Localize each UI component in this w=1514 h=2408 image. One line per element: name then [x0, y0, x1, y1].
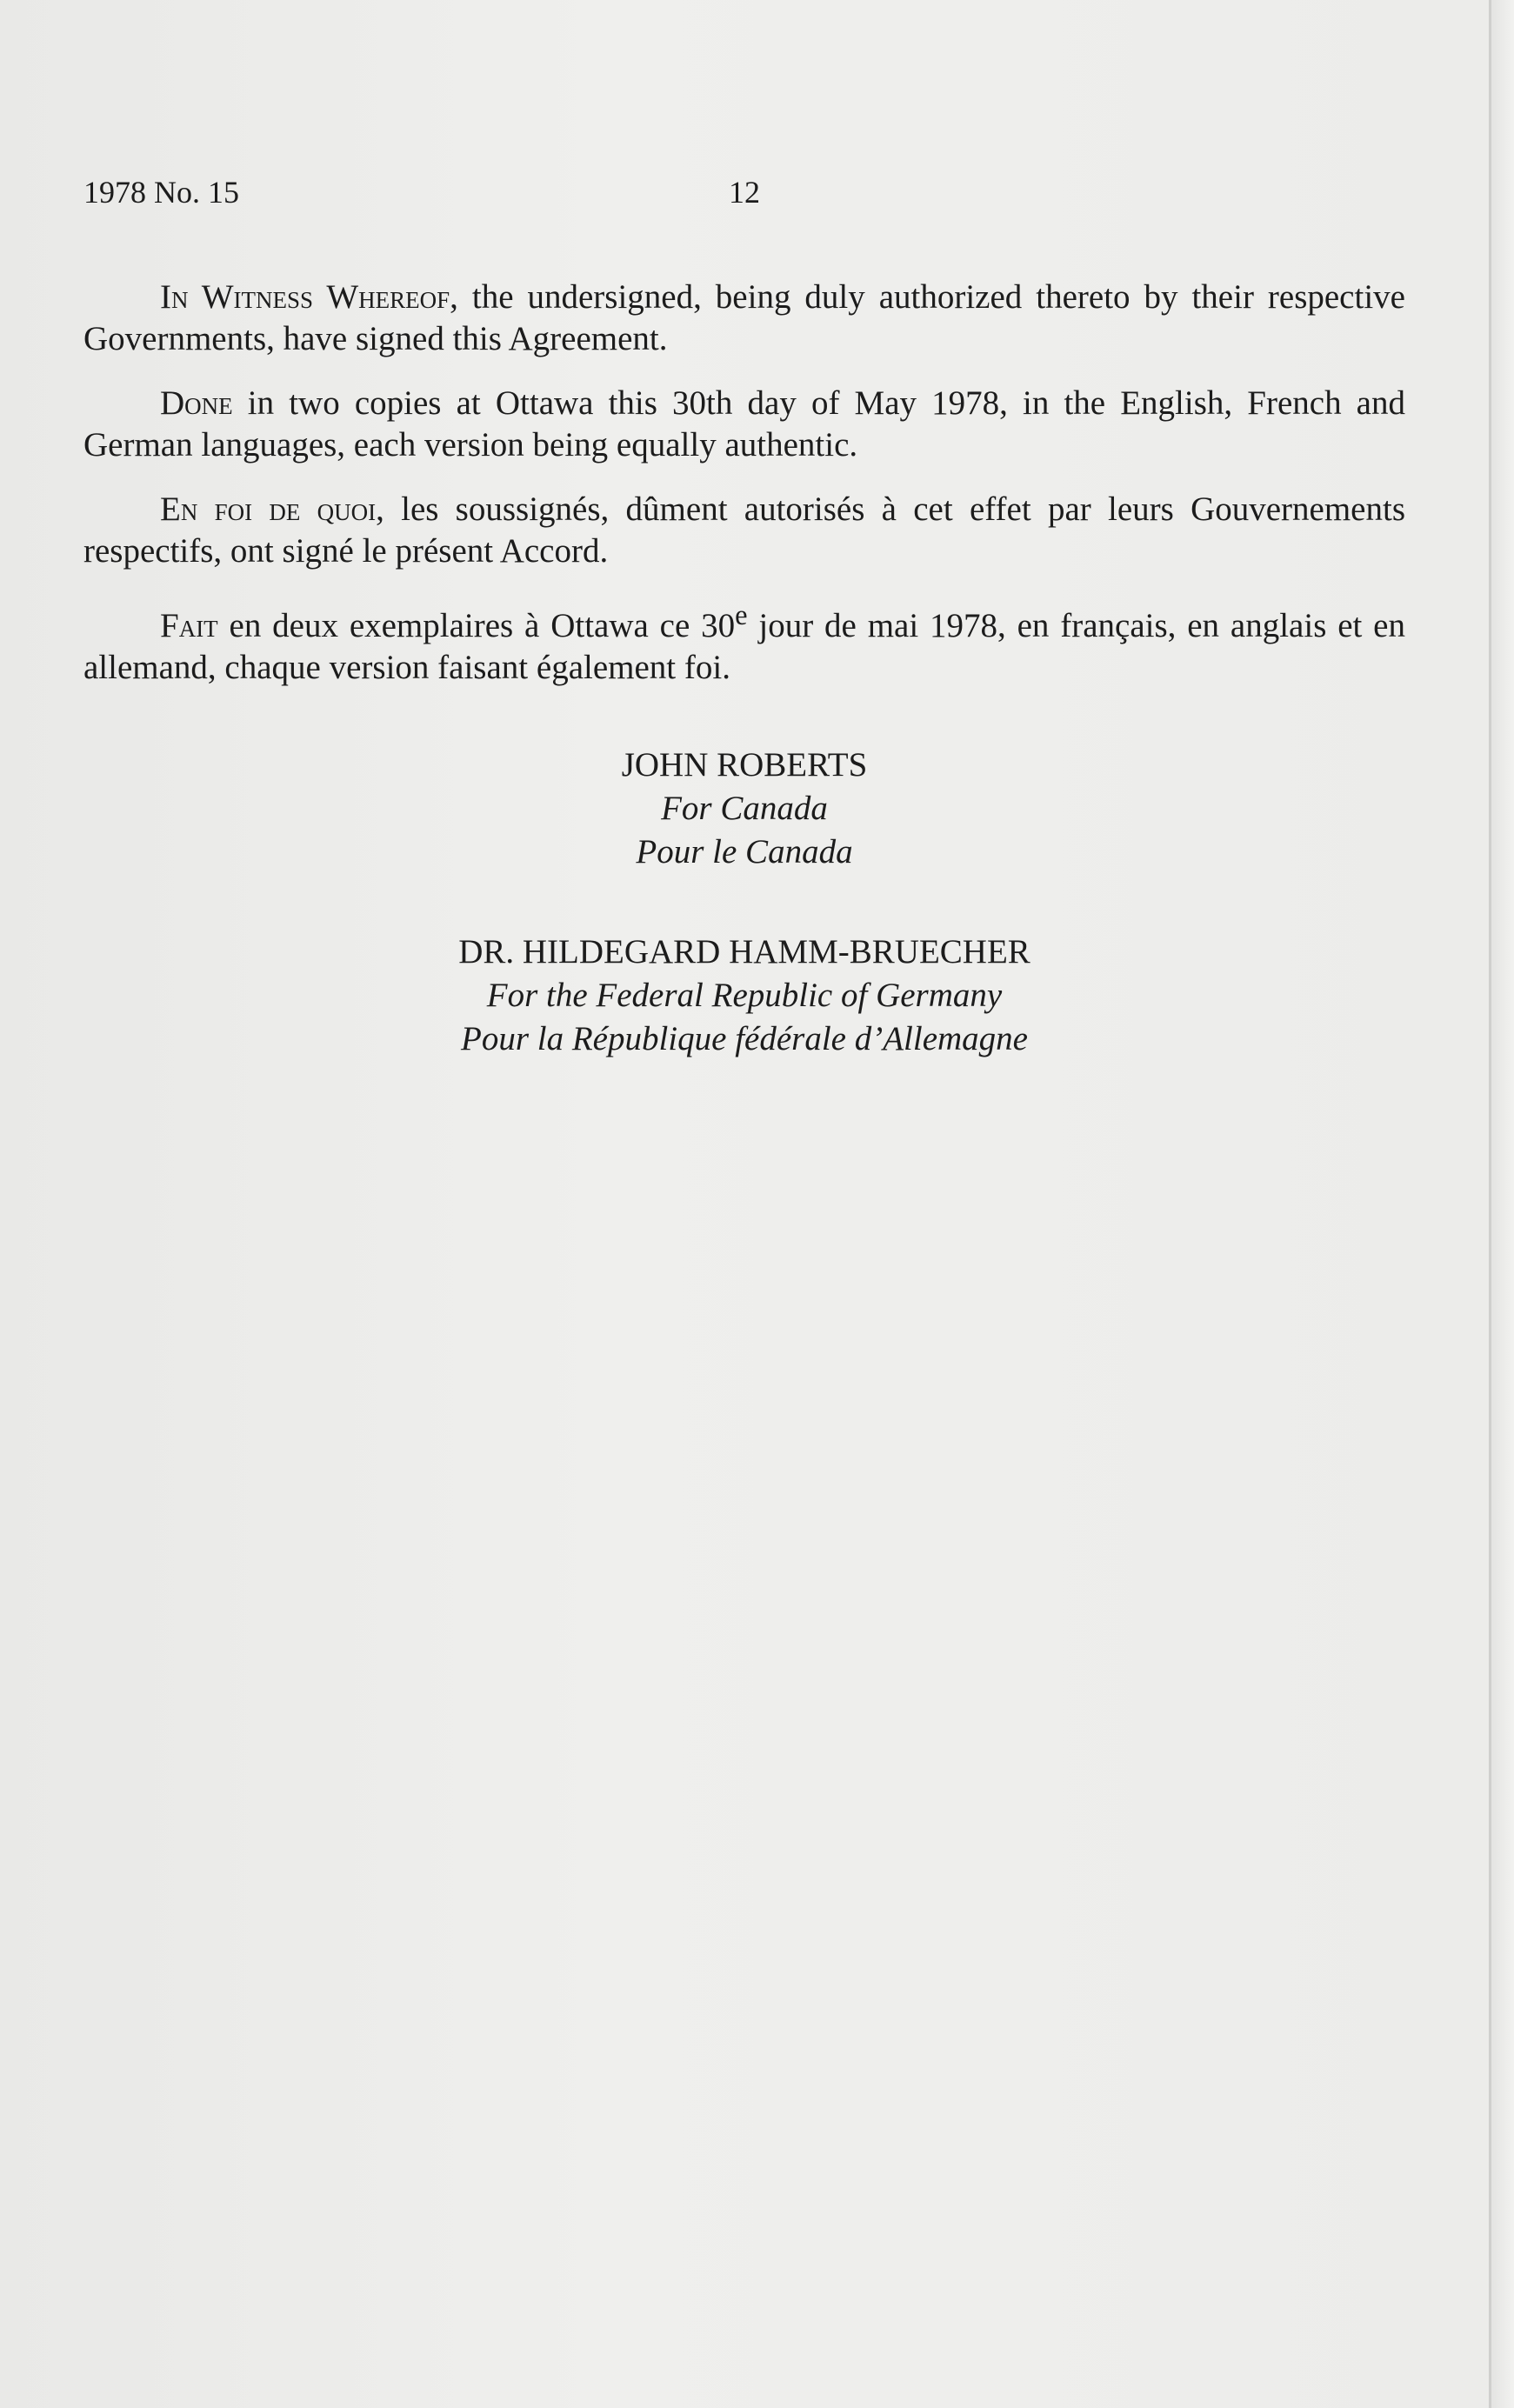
- page-header: [83, 174, 1405, 217]
- signatory-role-fr: Pour la République fédérale d’Allemagne: [461, 1020, 1028, 1057]
- signatory-role-en: For the Federal Republic of Germany: [486, 977, 1003, 1014]
- signatory-name: DR. HILDEGARD HAMM-BRUECHER: [458, 933, 1030, 971]
- paragraph-body: the undersigned, being duly authorized thereto by their respective Governments, have signed this Agreement.: [83, 278, 1405, 357]
- signatory-name: JOHN ROBERTS: [621, 746, 868, 784]
- signatory-role-fr: Pour le Canada: [636, 833, 853, 870]
- page-number: 12: [729, 175, 760, 210]
- paragraph-done: [83, 383, 1405, 466]
- paragraph-fait: [83, 595, 1405, 689]
- paragraph-body: in two copies at Ottawa this 30th day of May 1978, in the English, French and German languages, each version being equally authentic.: [83, 384, 1405, 464]
- signature-block-canada: [83, 744, 1405, 874]
- paragraph-en-foi: [83, 489, 1405, 572]
- paragraph-lead: Done: [160, 384, 233, 422]
- paragraph-in-witness: [83, 277, 1405, 360]
- signatory-role-en: For Canada: [661, 790, 828, 827]
- page-edge-shadow: [1491, 0, 1514, 2408]
- agreement-closing-text: [83, 277, 1405, 711]
- paragraph-lead: Fait: [160, 607, 218, 644]
- document-reference: 1978 No. 15: [83, 175, 239, 210]
- paragraph-body-cont: jour de mai 1978, en français, en anglais et en allemand, chaque version faisant également foi.: [83, 607, 1405, 686]
- signature-block-germany: [83, 931, 1405, 1061]
- paragraph-lead: In Witness Whereof,: [160, 278, 458, 316]
- paragraph-body: les soussignés, dûment autorisés à cet effet par leurs Gouvernements respectifs, ont signé le présent Accord.: [83, 490, 1405, 570]
- paragraph-lead: En foi de quoi,: [160, 490, 384, 528]
- paragraph-body: en deux exemplaires à Ottawa ce 30: [217, 607, 736, 644]
- ordinal-superscript: e: [735, 600, 748, 631]
